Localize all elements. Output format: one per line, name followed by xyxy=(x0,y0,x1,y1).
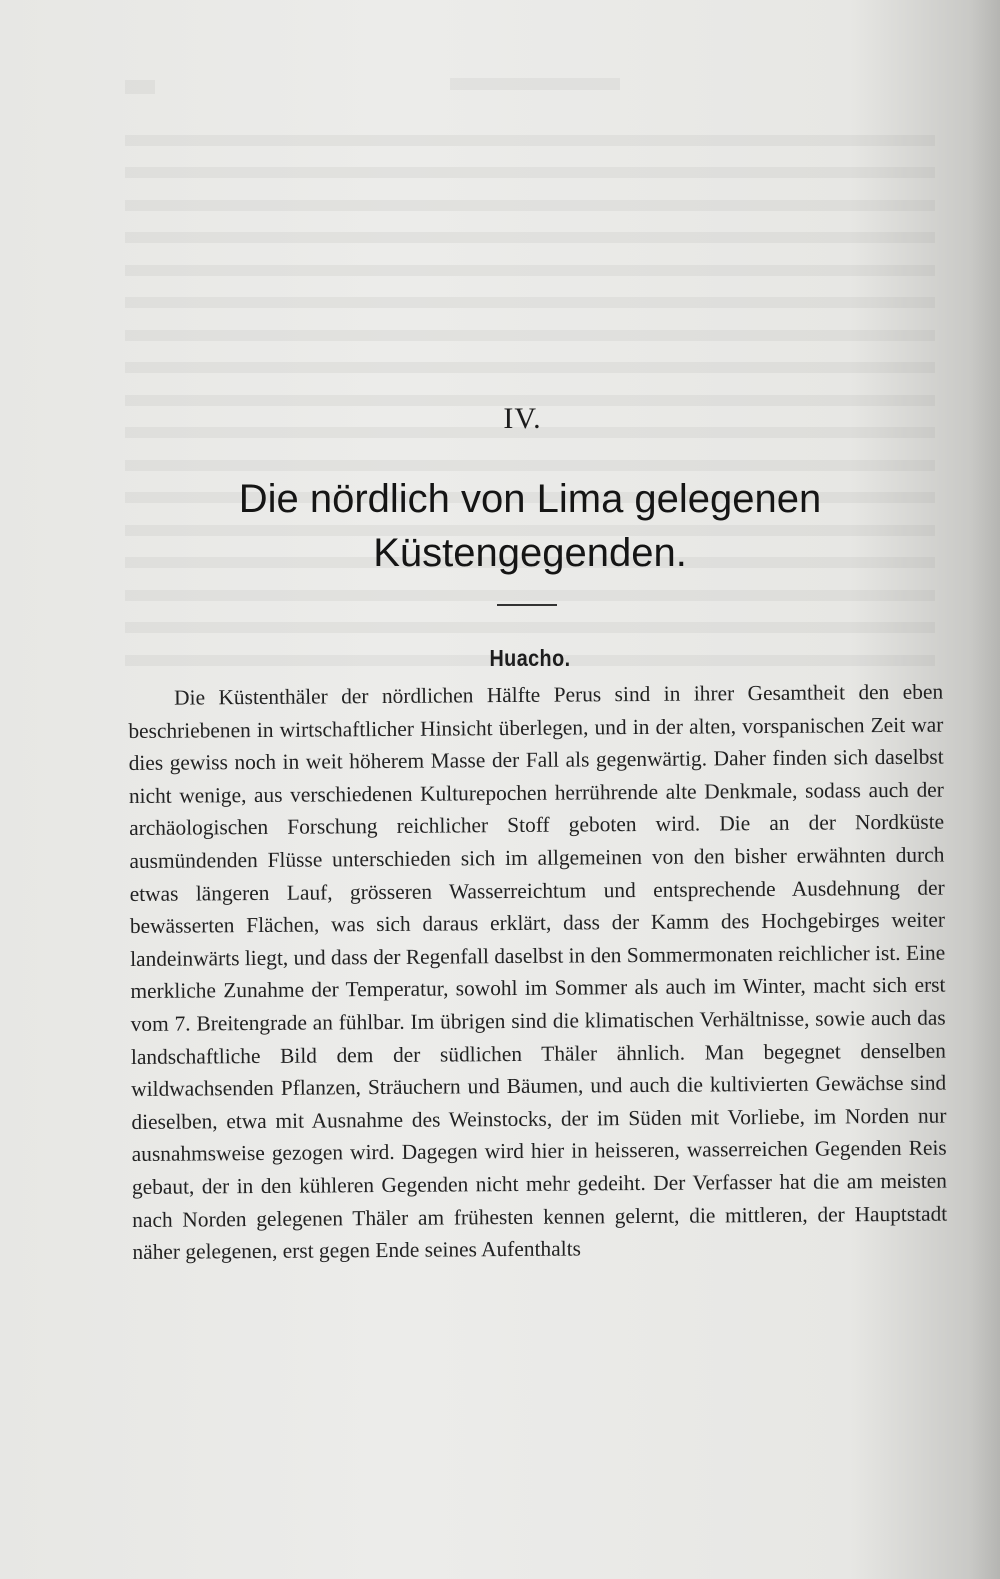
divider-rule xyxy=(497,604,557,606)
body-paragraph: Die Küstenthäler der nördlichen Hälfte Perus sind in ihrer Gesamtheit den eben beschriebenen in wirtschaftlicher Hinsicht überlegen, und in der alten, vorspanischen Zeit war dies gewiss noch in weit höherem Masse der Fall als gegenwärtig. Daher finden sich daselbst nicht wenige, aus verschiedenen Kulturepochen herrührende alte Denkmale, sodass auch der archäologischen Forschung reichlicher Stoff geboten wird. Die an der Nordküste ausmündenden Flüsse unterschieden sich im allgemeinen von den bisher erwähnten durch etwas längeren Lauf, grösseren Wasserreichtum und entsprechende Ausdehnung der bewässerten Flächen, was sich daraus erklärt, dass der Kamm des Hochgebirges weiter landeinwärts liegt, und dass der Regenfall daselbst in den Sommermonaten reichlicher ist. Eine merkliche Zunahme der Temperatur, sowohl im Sommer als auch im Winter, macht sich erst vom 7. Breitengrade an fühlbar. Im übrigen sind die klimatischen Verhältnisse, sowie auch das landschaftliche Bild dem der südlichen Thäler ähnlich. Man begegnet denselben wildwachsenden Pflanzen, Sträuchern und Bäumen, und auch die kultivierten Gewächse sind dieselben, etwa mit Ausnahme des Weinstocks, der im Süden mit Vorliebe, im Norden nur ausnahmsweise gezogen wird. Dagegen wird hier in heisseren, wasserreichen Gegenden Reis gebaut, der in den kühleren Gegenden nicht mehr gedeiht. Der Verfasser hat die am meisten nach Norden gelegenen Thäler am frühesten kennen gelernt, die mittleren, der Hauptstadt näher gelegenen, erst gegen Ende seines Aufenthalts xyxy=(128,679,948,1265)
chapter-title-line-2: Küstengegenden. xyxy=(373,531,687,575)
section-heading: Huacho. xyxy=(489,645,571,671)
chapter-number: IV. xyxy=(503,402,542,435)
chapter-title xyxy=(90,472,970,580)
chapter-title-line-1: Die nördlich von Lima gelegenen xyxy=(238,477,822,521)
